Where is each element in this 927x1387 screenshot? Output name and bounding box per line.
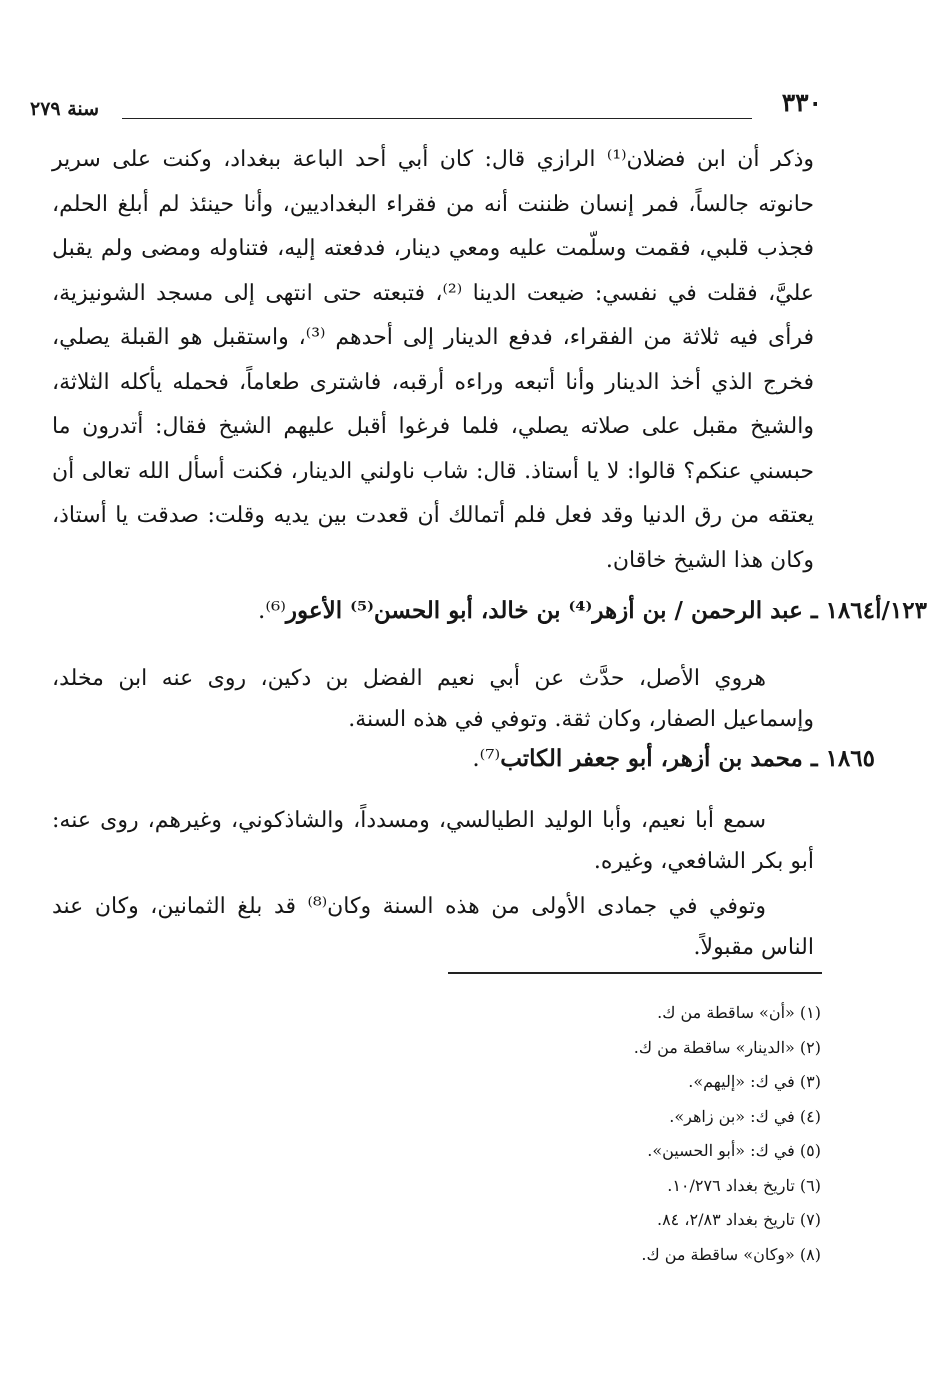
entry-1864-footnote-mark: ⁽⁶⁾. (258, 598, 286, 624)
footnote-1: (١) «أن» ساقطة من ك. (657, 1003, 821, 1022)
footnotes-list (401, 996, 821, 1272)
entry-1865-footnote-mark: ⁽⁷⁾. (472, 746, 501, 772)
margin-folio-reference: ١٢٣/أ (875, 597, 927, 624)
footnote-8: (٨) «وكان» ساقطة من ك. (641, 1244, 821, 1264)
footnote-6: (٦) تاريخ بغداد ١٠/٢٧٦. (667, 1175, 821, 1195)
entry-1865-title: ١٨٦٥ ـ محمد بن أزهر، أبو جعفر الكاتب (500, 745, 875, 772)
footnote-7: (٧) تاريخ بغداد ٢/٨٣، ٨٤. (656, 1210, 821, 1229)
entry-1864-body: هروي الأصل، حدَّث عن أبي نعيم الفضل بن دكين، روى عنه ابن مخلد، وإسماعيل الصفار، وكان ثقة. وتوفي في هذه السنة. (52, 666, 814, 732)
entry-1865-body: سمع أبا نعيم، وأبا الوليد الطيالسي، ومسدداً، والشاذكوني، وغيرهم، روى عنه: أبو بكر الشافعي، وغيره. (52, 808, 814, 874)
entry-1865-heading (52, 745, 875, 772)
entry-1865-death-note: وتوفي في جمادى الأولى من هذه السنة وكان⁽⁸⁾ قد بلغ الثمانين، وكان عند الناس مقبولاً. (52, 894, 814, 960)
footnote-2: (٢) «الدينار» ساقطة من ك. (633, 1037, 821, 1057)
header-rule (122, 118, 752, 119)
running-header (30, 88, 822, 124)
entry-1864-title: ١٨٦٤ ـ عبد الرحمن / بن أزهر⁽⁴⁾ بن خالد، أبو الحسن⁽⁵⁾ الأعور (285, 597, 875, 624)
footnote-5: (٥) في ك: «أبو الحسين». (647, 1141, 821, 1160)
main-paragraph: وذكر أن ابن فضلان⁽¹⁾ الرازي قال: كان أبي أحد الباعة ببغداد، وكنت على سرير حانوته جالساً، فمر إنسان ظننت أنه من فقراء البغداديين، وأنا حينئذ لم أبلغ الحلم، فجذب قلبي، فقمت وسلّمت عليه ومعي دينار، فدفعته إليه، فتناوله ومضى ولم يقبل عليَّ، فقلت في نفسي: ضيعت الدينا ⁽²⁾، فتبعته حتى انتهى إلى مسجد الشونيزية، فرأى فيه ثلاثة من الفقراء، فدفع الدينار إلى أحدهم ⁽³⁾، واستقبل هو القبلة يصلي، فخرج الذي أخذ الدينار وأنا أتبعه وراءه أرقبه، فاشترى طعاماً، فحمله يأكله الثلاثة، والشيخ مقبل على صلاته يصلي، فلما فرغوا أقبل عليهم الشيخ فقال: أتدرون ما حبسني عنكم؟ قالوا: لا يا أستاذ. قال: شاب ناولني الدينار، فكنت أسأل الله تعالى أن يعتقه من رق الدنيا وقد فعل فلم أتمالك أن قعدت بين يديه وقلت: صدقت يا أستاذ، وكان هذا الشيخ خاقان. (52, 147, 814, 573)
footnote-3: (٣) في ك: «إليهم». (688, 1072, 821, 1091)
footnote-rule (448, 972, 822, 974)
entry-1864-heading (160, 597, 875, 624)
year-label: سنة ٢٧٩ (30, 98, 100, 120)
page-number: ٣٣٠ (781, 88, 822, 117)
footnote-4: (٤) في ك: «بن زاهر». (669, 1106, 821, 1126)
